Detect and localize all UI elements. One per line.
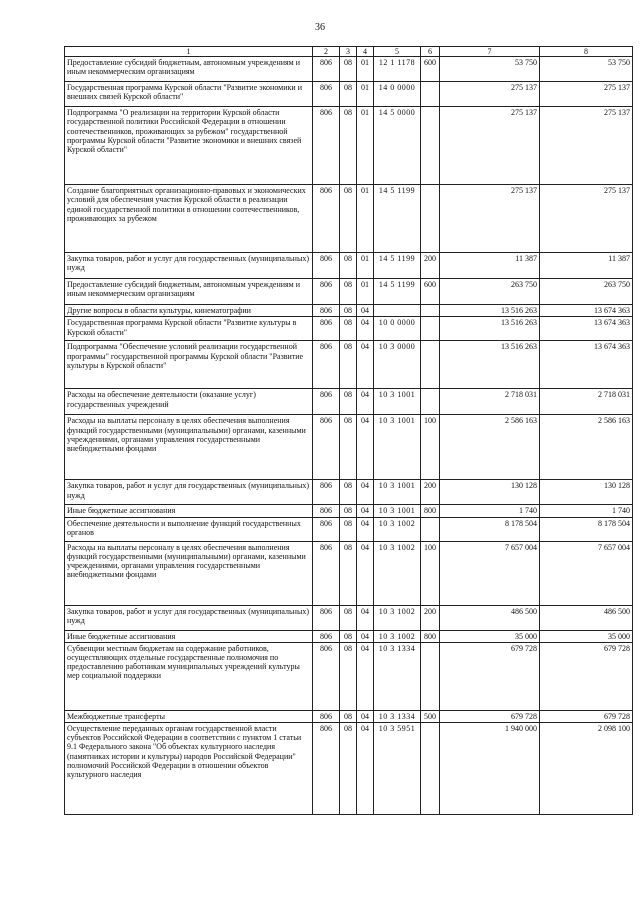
cell-amount-year2: 486 500	[540, 605, 633, 630]
row-name: Расходы на выплаты персоналу в целях обеспечения выполнения функций государственными (муниципальными) органами, казенными учреждениями, органами управления государственными внебюджетными фондами	[65, 415, 313, 480]
cell-subsection: 04	[357, 642, 374, 710]
cell-expense-type: 200	[421, 253, 440, 279]
row-name: Расходы на обеспечение деятельности (оказание услуг) государственных учреждений	[65, 389, 313, 415]
cell-amount-year1: 2 718 031	[440, 389, 540, 415]
cell-amount-year1: 263 750	[440, 279, 540, 305]
cell-subsection: 04	[357, 505, 374, 517]
cell-expense-type	[421, 389, 440, 415]
cell-amount-year2: 1 740	[540, 505, 633, 517]
cell-ved: 806	[313, 415, 340, 480]
table-row	[65, 541, 633, 605]
cell-ved: 806	[313, 480, 340, 505]
cell-ved: 806	[313, 630, 340, 642]
cell-amount-year2: 13 674 363	[540, 317, 633, 341]
cell-expense-type: 600	[421, 57, 440, 82]
header-row	[65, 47, 633, 57]
cell-expense-type	[421, 82, 440, 107]
cell-expense-type: 800	[421, 630, 440, 642]
cell-ved: 806	[313, 82, 340, 107]
table-row	[65, 722, 633, 814]
row-name: Другие вопросы в области культуры, кинематографии	[65, 305, 313, 317]
cell-expense-type: 100	[421, 541, 440, 605]
cell-section: 08	[340, 341, 357, 389]
cell-section: 08	[340, 605, 357, 630]
cell-target-article: 10 3 1002	[374, 630, 421, 642]
table-row	[65, 317, 633, 341]
row-name: Закупка товаров, работ и услуг для государственных (муниципальных) нужд	[65, 480, 313, 505]
table-row	[65, 480, 633, 505]
cell-target-article: 14 5 1199	[374, 185, 421, 253]
cell-expense-type: 800	[421, 505, 440, 517]
cell-amount-year2: 35 000	[540, 630, 633, 642]
table-row	[65, 605, 633, 630]
cell-ved: 806	[313, 341, 340, 389]
cell-section: 08	[340, 722, 357, 814]
cell-subsection: 04	[357, 389, 374, 415]
cell-expense-type	[421, 185, 440, 253]
cell-subsection: 01	[357, 57, 374, 82]
cell-amount-year2: 679 728	[540, 710, 633, 722]
row-name: Подпрограмма "О реализации на территории Курской области государственной политики Российской Федерации в отношении соотечественников, проживающих за рубежом" государственной программы Курской области "Развитие экономики и внешних связей Курской области"	[65, 107, 313, 185]
cell-ved: 806	[313, 541, 340, 605]
cell-amount-year1: 53 750	[440, 57, 540, 82]
cell-amount-year1: 1 940 000	[440, 722, 540, 814]
cell-expense-type	[421, 107, 440, 185]
cell-target-article: 10 3 0000	[374, 341, 421, 389]
cell-expense-type: 100	[421, 415, 440, 480]
cell-expense-type: 200	[421, 480, 440, 505]
cell-section: 08	[340, 480, 357, 505]
row-name: Осуществление переданных органам государственной власти субъектов Российской Федерации в соответствии с пунктом 1 статьи 9.1 Федерального закона "Об объектах культурного наследия (памятниках истории и культуры) народов Российской Федерации" полномочий Российской Федерации в отношении объектов культурного наследия	[65, 722, 313, 814]
cell-amount-year2: 13 674 363	[540, 305, 633, 317]
cell-amount-year2: 2 586 163	[540, 415, 633, 480]
row-name: Подпрограмма "Обеспечение условий реализации государственной программы" государственной программы Курской области "Развитие культуры в Курской области"	[65, 341, 313, 389]
cell-amount-year2: 275 137	[540, 185, 633, 253]
cell-target-article: 10 3 1001	[374, 505, 421, 517]
column-header: 5	[374, 47, 421, 57]
cell-amount-year2: 275 137	[540, 107, 633, 185]
cell-subsection: 01	[357, 82, 374, 107]
cell-section: 08	[340, 82, 357, 107]
cell-amount-year1: 275 137	[440, 185, 540, 253]
table-row	[65, 57, 633, 82]
cell-amount-year2: 7 657 004	[540, 541, 633, 605]
cell-amount-year1: 275 137	[440, 82, 540, 107]
cell-target-article: 10 3 1002	[374, 605, 421, 630]
cell-expense-type	[421, 642, 440, 710]
cell-target-article: 14 5 0000	[374, 107, 421, 185]
cell-expense-type	[421, 317, 440, 341]
cell-target-article: 14 5 1199	[374, 279, 421, 305]
table-row	[65, 341, 633, 389]
cell-expense-type: 200	[421, 605, 440, 630]
table-row	[65, 517, 633, 541]
cell-section: 08	[340, 415, 357, 480]
budget-table	[64, 46, 633, 815]
cell-ved: 806	[313, 710, 340, 722]
cell-section: 08	[340, 642, 357, 710]
cell-subsection: 04	[357, 722, 374, 814]
cell-section: 08	[340, 541, 357, 605]
cell-target-article: 10 0 0000	[374, 317, 421, 341]
row-name: Государственная программа Курской области "Развитие культуры в Курской области"	[65, 317, 313, 341]
table-row	[65, 107, 633, 185]
cell-ved: 806	[313, 605, 340, 630]
cell-amount-year2: 275 137	[540, 82, 633, 107]
cell-subsection: 04	[357, 630, 374, 642]
table-row	[65, 630, 633, 642]
cell-amount-year2: 263 750	[540, 279, 633, 305]
cell-amount-year2: 2 098 100	[540, 722, 633, 814]
cell-subsection: 04	[357, 305, 374, 317]
cell-expense-type	[421, 305, 440, 317]
row-name: Закупка товаров, работ и услуг для государственных (муниципальных) нужд	[65, 605, 313, 630]
cell-ved: 806	[313, 107, 340, 185]
cell-section: 08	[340, 253, 357, 279]
table-row	[65, 305, 633, 317]
column-header: 2	[313, 47, 340, 57]
cell-amount-year2: 13 674 363	[540, 341, 633, 389]
cell-amount-year1: 130 128	[440, 480, 540, 505]
cell-section: 08	[340, 317, 357, 341]
table-row	[65, 642, 633, 710]
page-number: 36	[315, 22, 325, 33]
cell-target-article: 12 1 1178	[374, 57, 421, 82]
cell-ved: 806	[313, 305, 340, 317]
column-header: 1	[65, 47, 313, 57]
cell-amount-year1: 7 657 004	[440, 541, 540, 605]
cell-amount-year2: 8 178 504	[540, 517, 633, 541]
cell-amount-year2: 679 728	[540, 642, 633, 710]
cell-subsection: 04	[357, 605, 374, 630]
table-body	[65, 57, 633, 815]
cell-amount-year2: 2 718 031	[540, 389, 633, 415]
cell-amount-year1: 8 178 504	[440, 517, 540, 541]
column-header: 8	[540, 47, 633, 57]
table-row	[65, 185, 633, 253]
cell-expense-type	[421, 517, 440, 541]
cell-section: 08	[340, 517, 357, 541]
table-row	[65, 253, 633, 279]
table-row	[65, 415, 633, 480]
cell-subsection: 04	[357, 480, 374, 505]
cell-subsection: 01	[357, 185, 374, 253]
column-header: 3	[340, 47, 357, 57]
column-header: 7	[440, 47, 540, 57]
row-name: Предоставление субсидий бюджетным, автономным учреждениям и иным некоммерческим организациям	[65, 57, 313, 82]
cell-target-article: 10 3 5951	[374, 722, 421, 814]
cell-ved: 806	[313, 722, 340, 814]
cell-target-article: 14 5 1199	[374, 253, 421, 279]
row-name: Закупка товаров, работ и услуг для государственных (муниципальных) нужд	[65, 253, 313, 279]
row-name: Обеспечение деятельности и выполнение функций государственных органов	[65, 517, 313, 541]
column-header: 4	[357, 47, 374, 57]
cell-expense-type: 600	[421, 279, 440, 305]
table-row	[65, 279, 633, 305]
cell-subsection: 04	[357, 517, 374, 541]
cell-section: 08	[340, 505, 357, 517]
cell-amount-year1: 679 728	[440, 642, 540, 710]
cell-amount-year1: 1 740	[440, 505, 540, 517]
cell-expense-type: 500	[421, 710, 440, 722]
cell-subsection: 01	[357, 279, 374, 305]
cell-amount-year1: 2 586 163	[440, 415, 540, 480]
cell-amount-year1: 13 516 263	[440, 317, 540, 341]
table-row	[65, 505, 633, 517]
cell-amount-year1: 13 516 263	[440, 305, 540, 317]
row-name: Предоставление субсидий бюджетным, автономным учреждениям и иным некоммерческим организациям	[65, 279, 313, 305]
cell-section: 08	[340, 389, 357, 415]
cell-section: 08	[340, 279, 357, 305]
cell-amount-year1: 13 516 263	[440, 341, 540, 389]
column-header: 6	[421, 47, 440, 57]
row-name: Иные бюджетные ассигнования	[65, 505, 313, 517]
row-name: Расходы на выплаты персоналу в целях обеспечения выполнения функций государственными (муниципальными) органами, казенными учреждениями, органами управления государственными внебюджетными фондами	[65, 541, 313, 605]
cell-target-article: 10 3 1002	[374, 517, 421, 541]
cell-subsection: 04	[357, 710, 374, 722]
cell-ved: 806	[313, 642, 340, 710]
cell-section: 08	[340, 57, 357, 82]
cell-target-article: 10 3 1334	[374, 642, 421, 710]
table-row	[65, 82, 633, 107]
cell-subsection: 04	[357, 541, 374, 605]
cell-subsection: 04	[357, 415, 374, 480]
cell-target-article: 10 3 1002	[374, 541, 421, 605]
cell-amount-year1: 11 387	[440, 253, 540, 279]
cell-ved: 806	[313, 57, 340, 82]
cell-ved: 806	[313, 279, 340, 305]
cell-ved: 806	[313, 253, 340, 279]
cell-section: 08	[340, 185, 357, 253]
cell-target-article: 10 3 1001	[374, 480, 421, 505]
cell-amount-year1: 35 000	[440, 630, 540, 642]
cell-subsection: 01	[357, 253, 374, 279]
table-header	[65, 47, 633, 57]
cell-section: 08	[340, 710, 357, 722]
table-row	[65, 710, 633, 722]
cell-expense-type	[421, 722, 440, 814]
cell-subsection: 04	[357, 317, 374, 341]
cell-amount-year2: 11 387	[540, 253, 633, 279]
cell-section: 08	[340, 630, 357, 642]
cell-target-article: 10 3 1001	[374, 389, 421, 415]
cell-ved: 806	[313, 317, 340, 341]
cell-amount-year1: 486 500	[440, 605, 540, 630]
cell-target-article: 14 0 0000	[374, 82, 421, 107]
row-name: Межбюджетные трансферты	[65, 710, 313, 722]
row-name: Создание благоприятных организационно-правовых и экономических условий для обеспечения участия Курской области в реализации единой государственной политики в отношении соотечественников, проживающих за рубежом	[65, 185, 313, 253]
cell-amount-year2: 130 128	[540, 480, 633, 505]
cell-amount-year1: 275 137	[440, 107, 540, 185]
cell-amount-year2: 53 750	[540, 57, 633, 82]
cell-ved: 806	[313, 517, 340, 541]
cell-target-article: 10 3 1334	[374, 710, 421, 722]
cell-ved: 806	[313, 505, 340, 517]
cell-subsection: 04	[357, 341, 374, 389]
cell-section: 08	[340, 305, 357, 317]
table-row	[65, 389, 633, 415]
cell-ved: 806	[313, 389, 340, 415]
cell-target-article: 10 3 1001	[374, 415, 421, 480]
cell-subsection: 01	[357, 107, 374, 185]
row-name: Субвенции местным бюджетам на содержание работников, осуществляющих отдельные государственные полномочия по предоставлению работникам муниципальных учреждений культуры мер социальной поддержки	[65, 642, 313, 710]
row-name: Иные бюджетные ассигнования	[65, 630, 313, 642]
cell-expense-type	[421, 341, 440, 389]
cell-ved: 806	[313, 185, 340, 253]
cell-amount-year1: 679 728	[440, 710, 540, 722]
row-name: Государственная программа Курской области "Развитие экономики и внешних связей Курской области"	[65, 82, 313, 107]
cell-section: 08	[340, 107, 357, 185]
cell-target-article	[374, 305, 421, 317]
